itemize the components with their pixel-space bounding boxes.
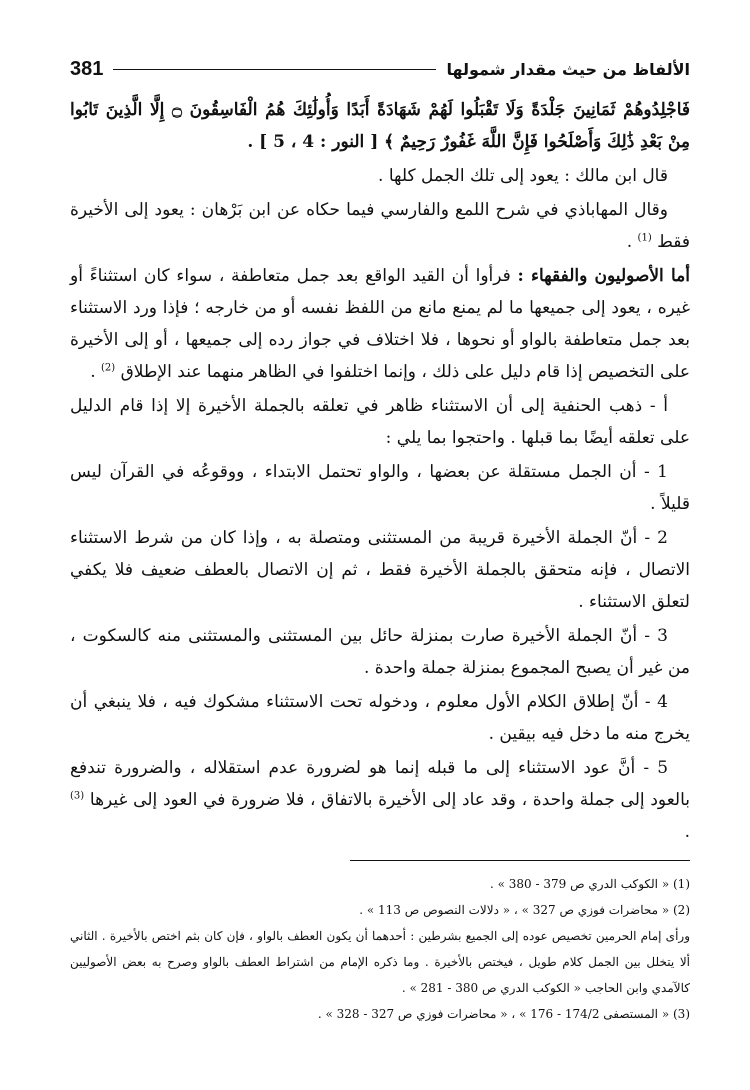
list-item xyxy=(70,752,690,848)
footnote: (1) « الكوكب الدري ص 379 - 380 » . xyxy=(489,877,690,891)
paragraph xyxy=(70,194,690,258)
section-lead: أما الأصوليون والفقهاء : xyxy=(517,266,690,286)
header-rule xyxy=(113,69,436,70)
paragraph xyxy=(70,260,690,388)
paragraph: قال ابن مالك : يعود إلى تلك الجمل كلها . xyxy=(378,166,668,186)
punctuation: . xyxy=(626,232,638,252)
list-item: 1 - أن الجمل مستقلة عن بعضها ، والواو تحتمل الابتداء ، ووقوعُه في القرآن ليس قليلاً . xyxy=(70,462,690,514)
paragraph: أ - ذهب الحنفية إلى أن الاستثناء ظاهر في تعلقه بالجملة الأخيرة إلا إذا قام الدليل على تعلقه أيضًا بما قبلها . واحتجوا بما يلي : xyxy=(70,396,690,448)
paragraph-text: وقال المهاباذي في شرح اللمع والفارسي فيما حكاه عن ابن بَرْهان : يعود إلى الأخيرة فقط xyxy=(70,200,690,252)
footnote-ref: (3) xyxy=(70,790,85,802)
list-item: 4 - أنّ إطلاق الكلام الأول معلوم ، ودخوله تحت الاستثناء مشكوك فيه ، فلا ينبغي أن يخرج منه ما دخل فيه بيقين . xyxy=(70,692,690,744)
book-page xyxy=(70,50,690,1027)
paragraph-text: فرأوا أن القيد الواقع بعد جمل متعاطفة ، سواء كان استثناءً أو غيره ، يعود إلى جميعها ما لم يمنع مانع من اللفظ نفسه أو من خارجه ؛ فإذا ورد الاستثناء بعد جمل متعاطفة بالواو أو نحوها ، فلا اختلاف في جواز رده إلى جميعها ، أو إلى الأخيرة على التخصيص إذا قام دليل على ذلك ، وإنما اختلفوا في الظاهر منهما عند الإطلاق xyxy=(70,266,691,382)
footnote: (3) « المستصفى 174/2 - 176 » ، « محاضرات فوزي ص 327 - 328 » . xyxy=(317,1007,690,1021)
footnote-ref: (1) xyxy=(637,232,652,244)
footnote-rule xyxy=(350,860,690,861)
footnote-ref: (2) xyxy=(101,362,116,374)
punctuation: . xyxy=(684,822,690,842)
punctuation: . xyxy=(90,362,101,382)
footnote: ورأى إمام الحرمين تخصيص عوده إلى الجميع بشرطين : أحدهما أن يكون العطف بالواو ، فإن كان بثم اختص بالأخيرة . الثاني ألا يتخلل بين الجمل كلام طويل ، فيختص بالأخيرة . وما ذكره الإمام من اشتراط العطف بالواو وصرح به بعض الأصوليين كالآمدي وابن الحاجب « الكوكب الدري ص 380 - 281 » . xyxy=(70,929,690,995)
quran-verse: فَاجْلِدُوهُمْ ثَمَانِينَ جَلْدَةً وَلَا تَقْبَلُوا لَهُمْ شَهَادَةً أَبَدًا وَأُولَٰئِكَ هُمُ الْفَاسِقُونَ ۝ إِلَّا الَّذِينَ تَابُوا مِنْ بَعْدِ ذَٰلِكَ وَأَصْلَحُوا فَإِنَّ اللَّهَ غَفُورٌ رَحِيمٌ ﴾ [ النور : 4 ، 5 ] . xyxy=(70,100,690,152)
chapter-title: الألفاظ من حيث مقدار شمولها xyxy=(446,59,690,79)
paragraph-text: 5 - أنَّ عود الاستثناء إلى ما قبله إنما هو لضرورة عدم استقلاله ، والضرورة تندفع بالعود إلى جملة واحدة ، وقد عاد إلى الأخيرة بالاتفاق ، فلا ضرورة في العود إلى غيرها xyxy=(70,758,690,810)
main-text xyxy=(70,94,690,848)
running-header xyxy=(70,50,690,88)
footnotes xyxy=(70,871,690,1027)
footnote: (2) « محاضرات فوزي ص 327 » ، « دلالات النصوص ص 113 » . xyxy=(359,903,690,917)
list-item: 2 - أنّ الجملة الأخيرة قريبة من المستثنى ومتصلة به ، وإذا كان من شرط الاستثناء الاتصال ، فإنه متحقق بالجملة الأخيرة فقط ، ثم إن الاتصال بالعطف ضعيف فلا يكفي لتعلق الاستثناء . xyxy=(70,528,690,612)
list-item: 3 - أنّ الجملة الأخيرة صارت بمنزلة حائل بين المستثنى والمستثنى منه كالسكوت ، من غير أن يصبح المجموع بمنزلة جملة واحدة . xyxy=(70,626,690,678)
page-number: 381 xyxy=(70,57,104,80)
